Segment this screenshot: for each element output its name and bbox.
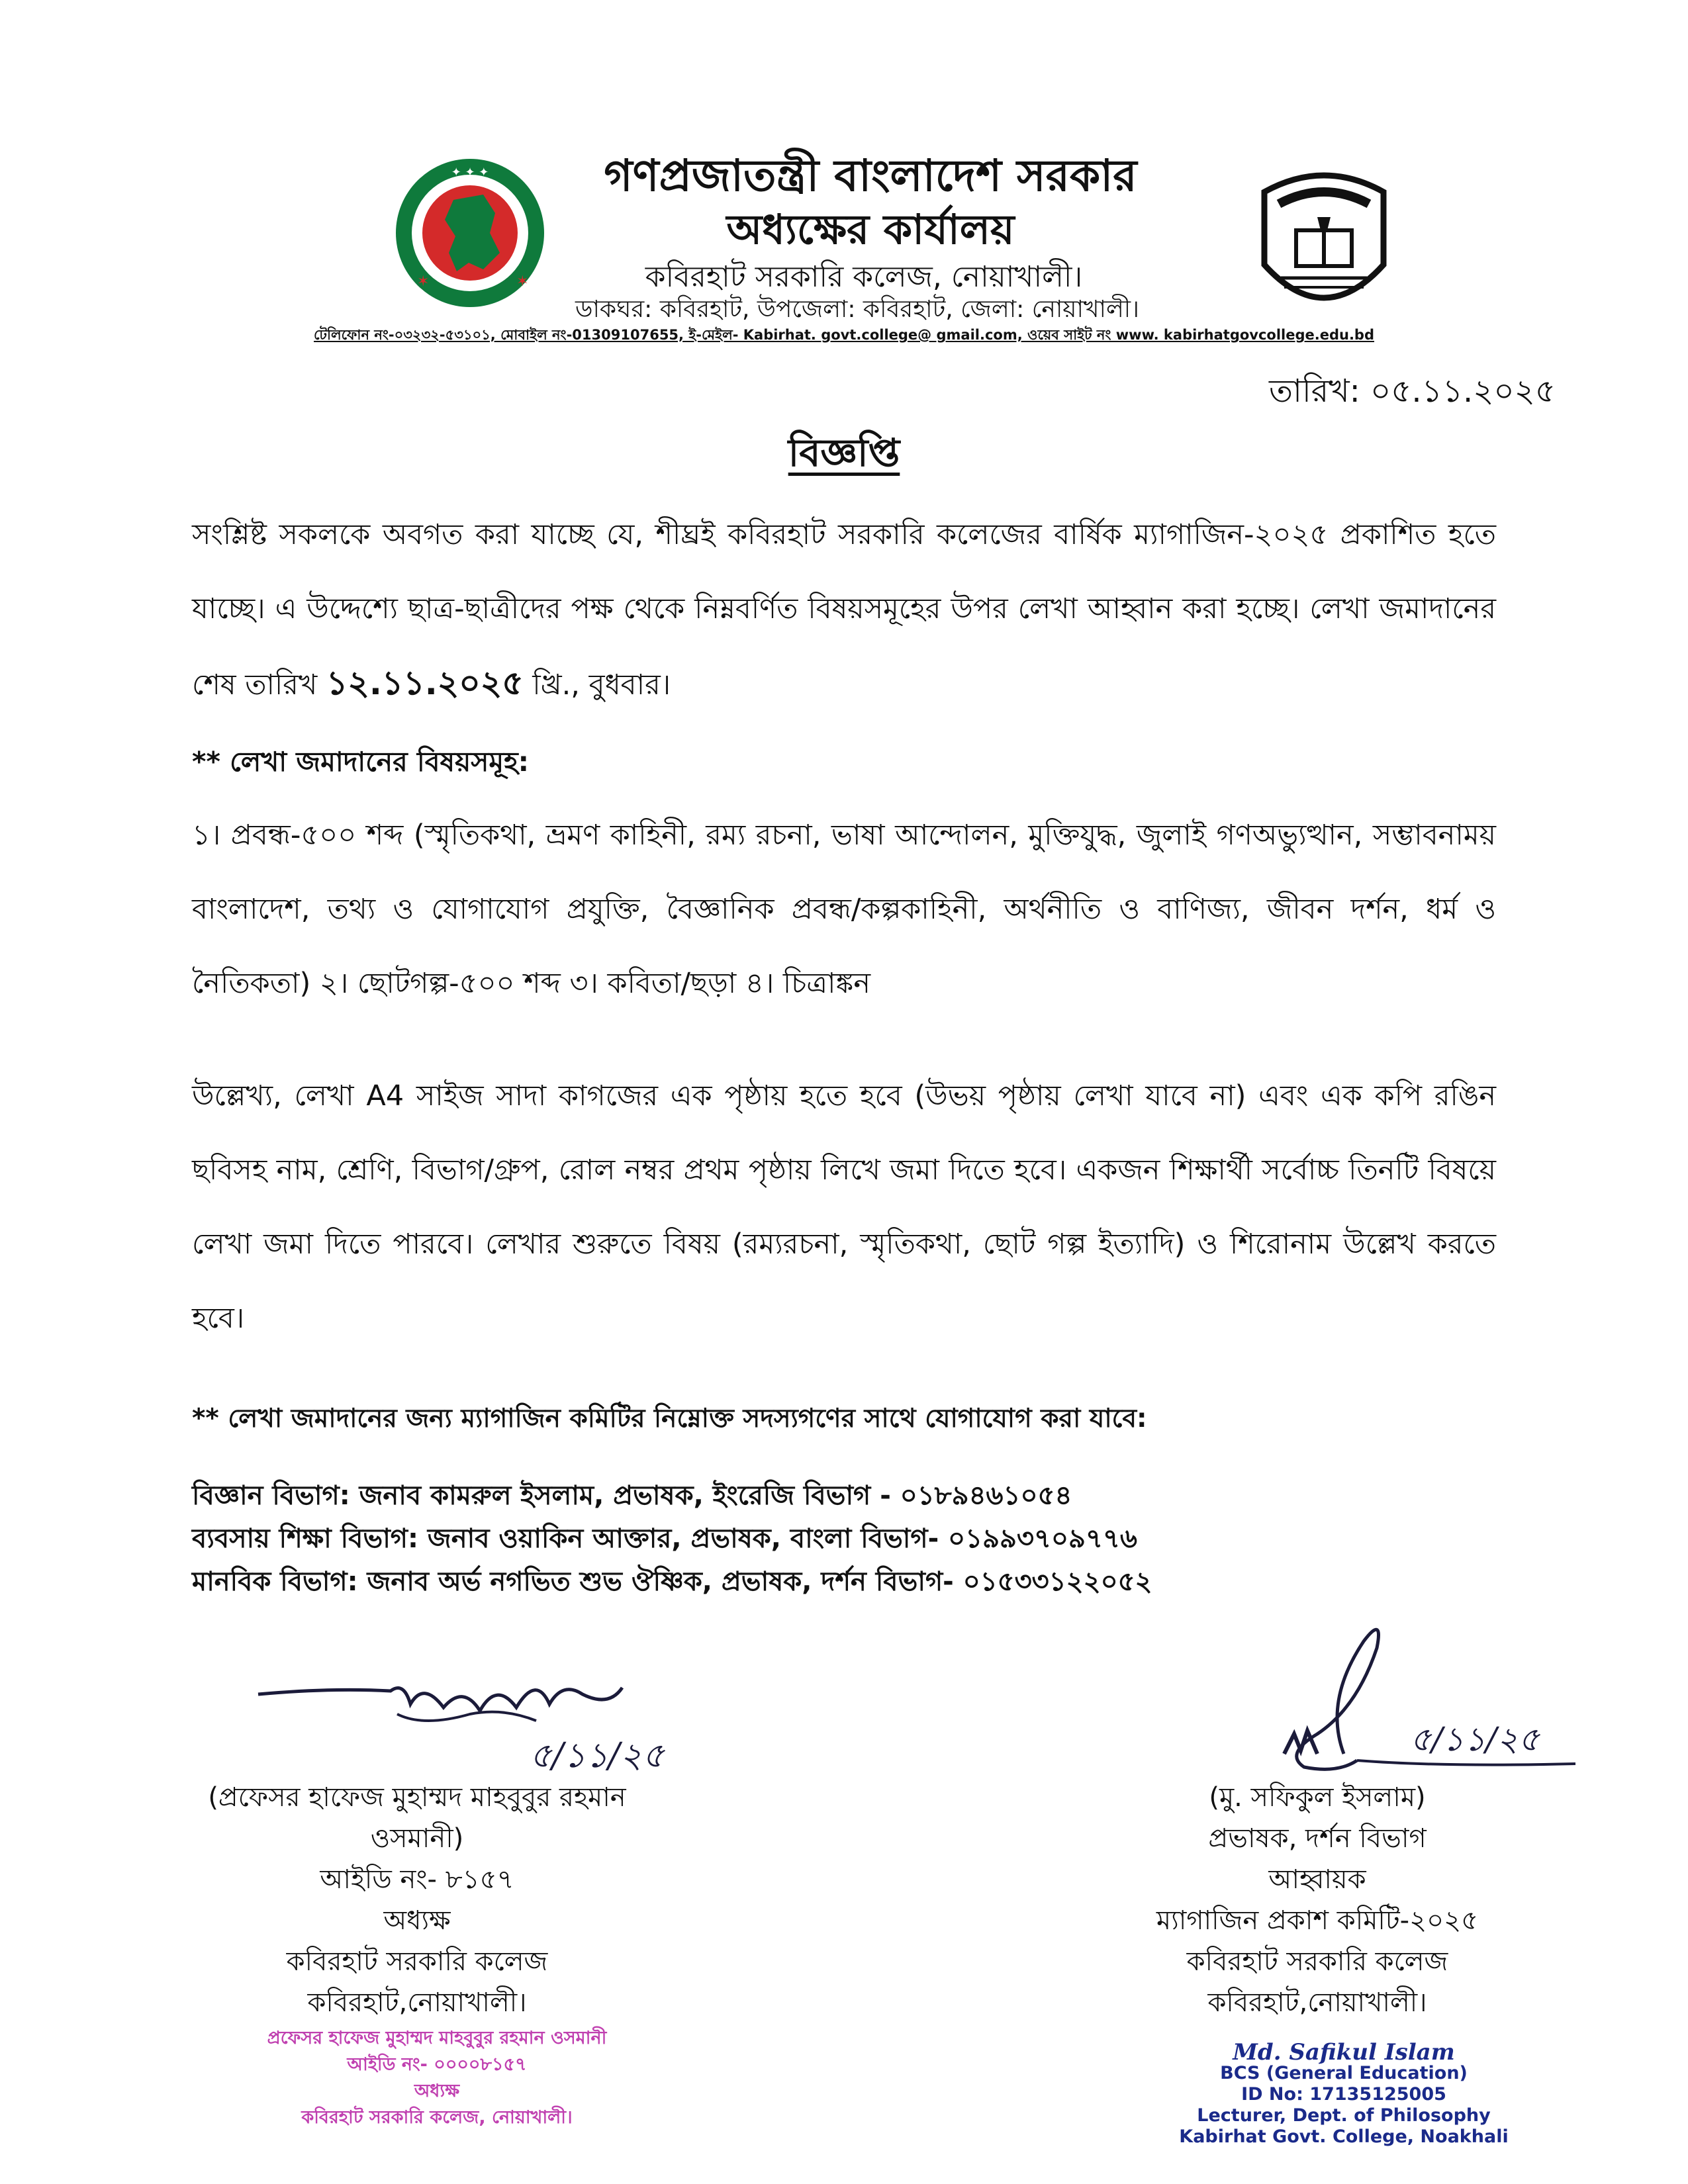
convener-committee: ম্যাগাজিন প্রকাশ কমিটি-২০২৫ <box>1156 1905 1479 1936</box>
convener-name: (মু. সফিকুল ইসলাম) <box>1209 1782 1426 1813</box>
header-address: ডাকঘর: কবিরহাট, উপজেলা: কবিরহাট, জেলা: নোয়াখালী। <box>575 296 1139 323</box>
submission-deadline: ১২.১১.২০২৫ <box>326 664 524 702</box>
header-govt-title: গণপ্রজাতন্ত্রী বাংলাদেশ সরকার <box>604 150 1137 201</box>
svg-text:✦ ✦ ✦: ✦ ✦ ✦ <box>451 165 489 179</box>
principal-name-line2: ওসমানী) <box>370 1823 464 1854</box>
header-college-name: কবিরহাট সরকারি কলেজ, নোয়াখালী। <box>645 260 1083 294</box>
convener-role: আহ্বায়ক <box>1268 1864 1366 1895</box>
principal-signature-date: ৫/১১/২৫ <box>530 1736 665 1776</box>
topics-heading: ** লেখা জমাদানের বিষয়সমূহ: <box>192 746 530 778</box>
convener-signature <box>1244 1602 1589 1800</box>
principal-signature-block <box>165 1777 669 2023</box>
convener-seal-stamp <box>1152 2039 1536 2148</box>
convener-designation: প্রভাষক, দর্শন বিভাগ <box>1208 1823 1427 1854</box>
instructions-paragraph: উল্লেখ্য, লেখা A4 সাইজ সাদা কাগজের এক পৃষ্ঠায় হতে হবে (উভয় পৃষ্ঠায় লেখা যাবে না) এবং এক কপি রঙিন ছবিসহ নাম, শ্রেণি, বিভাগ/গ্রুপ, রোল নম্বর প্রথম পৃষ্ঠায় লিখে জমা দিতে হবে। একজন শিক্ষার্থী সর্বোচ্চ তিনটি বিষয়ে লেখা জমা দিতে পারবে। লেখার শুরুতে বিষয় (রম্যরচনা, স্মৃতিকথা, ছোট গল্প ইত্যাদি) ও শিরোনাম উল্লেখ করতে হবে। <box>192 1079 1496 1335</box>
convener-stamp-id: ID No: 17135125005 <box>1241 2084 1446 2105</box>
principal-seal-stamp <box>252 2025 622 2131</box>
principal-stamp-college: কবিরহাট সরকারি কলেজ, নোয়াখালী। <box>301 2107 573 2128</box>
principal-location: কবিরহাট,নোয়াখালী। <box>307 1987 527 2018</box>
notice-title-text: বিজ্ঞপ্তি <box>788 430 900 475</box>
convener-stamp-post: Lecturer, Dept. of Philosophy <box>1197 2105 1491 2126</box>
notice-date: তারিখ: ০৫.১১.২০২৫ <box>1269 373 1556 410</box>
intro-paragraph <box>192 498 1496 722</box>
svg-text:✶: ✶ <box>417 273 430 290</box>
intro-text-start: সংশ্লিষ্ট সকলকে অবগত করা যাচ্ছে যে, শীঘ্রই কবিরহাট সরকারি কলেজের বার্ষিক ম্যাগাজিন-২০২৫ প্রকাশিত হতে যাচ্ছে। এ উদ্দেশ্যে ছাত্র-ছাত্রীদের পক্ষ থেকে নিম্নবর্ণিত বিষয়সমূহের উপর লেখা আহ্বান করা হচ্ছে। লেখা জমাদানের শেষ তারিখ <box>192 518 1496 702</box>
svg-text:✶: ✶ <box>516 273 529 290</box>
header-office-title: অধ্যক্ষের কার্যালয় <box>726 205 1015 253</box>
contact-humanities: মানবিক বিভাগ: জনাব অর্ভ নগভিত শুভ ঔষ্ণিক, প্রভাষক, দর্শন বিভাগ- ০১৫৩৩১২২০৫২ <box>192 1567 1152 1597</box>
convener-location: কবিরহাট,নোয়াখালী। <box>1207 1987 1427 2018</box>
notice-title <box>0 424 1688 488</box>
topics-list: ১। প্রবন্ধ-৫০০ শব্দ (স্মৃতিকথা, ভ্রমণ কাহিনী, রম্য রচনা, ভাষা আন্দোলন, মুক্তিযুদ্ধ, জুলাই গণঅভ্যুত্থান, সম্ভাবনাময় বাংলাদেশ, তথ্য ও যোগাযোগ প্রযুক্তি, বৈজ্ঞানিক প্রবন্ধ/কল্পকাহিনী, অর্থনীতি ও বাণিজ্য, জীবন দর্শন, ধর্ম ও নৈতিকতা) ২। ছোটগল্প-৫০০ শব্দ ৩। কবিতা/ছড়া ৪। চিত্রাঙ্কন <box>192 819 1496 1000</box>
contact-science: বিজ্ঞান বিভাগ: জনাব কামরুল ইসলাম, প্রভাষক, ইংরেজি বিভাগ - ০১৮৯৪৬১০৫৪ <box>192 1480 1072 1511</box>
principal-stamp-designation: অধ্যক্ষ <box>414 2081 460 2101</box>
convener-signature-block <box>1099 1777 1536 2023</box>
principal-institution: কবিরহাট সরকারি কলেজ <box>286 1946 548 1977</box>
convener-stamp-college: Kabirhat Govt. College, Noakhali <box>1179 2126 1509 2147</box>
college-logo-icon <box>1244 165 1403 324</box>
header-contact-info: টেলিফোন নং-০৩২৩২-৫৩১০১, মোবাইল নং-01309107655, ই-মেইল- Kabirhat. govt.college@ gmail.com, ওয়েব সাইট নং www. kabirhatgovcollege.edu.bd <box>314 327 1374 343</box>
contact-business: ব্যবসায় শিক্ষা বিভাগ: জনাব ওয়াকিন আক্তার, প্রভাষক, বাংলা বিভাগ- ০১৯৯৩৭০৯৭৭৬ <box>192 1524 1138 1554</box>
convener-institution: কবিরহাট সরকারি কলেজ <box>1186 1946 1448 1977</box>
principal-stamp-id: আইডি নং- ০০০০৮১৫৭ <box>347 2054 527 2075</box>
convener-stamp-cadre: BCS (General Education) <box>1220 2063 1468 2083</box>
principal-name-line1: (প্রফেসর হাফেজ মুহাম্মদ মাহবুবুর রহমান <box>208 1782 626 1813</box>
principal-stamp-name: প্রফেসর হাফেজ মুহাম্মদ মাহবুবুর রহমান ওসমানী <box>267 2028 607 2048</box>
convener-signature-date: ৫/১১/২৫ <box>1410 1720 1540 1758</box>
principal-id: আইডি নং- ৮১৫৭ <box>320 1864 514 1895</box>
intro-text-end: খ্রি., বুধবার। <box>523 668 671 702</box>
principal-designation: অধ্যক্ষ <box>383 1905 451 1936</box>
convener-stamp-name: Md. Safikul Islam <box>1233 2039 1455 2066</box>
contact-heading: ** লেখা জমাদানের জন্য ম্যাগাজিন কমিটির নিম্নোক্ত সদস্যগণের সাথে যোগাযোগ করা যাবে: <box>192 1404 1147 1433</box>
